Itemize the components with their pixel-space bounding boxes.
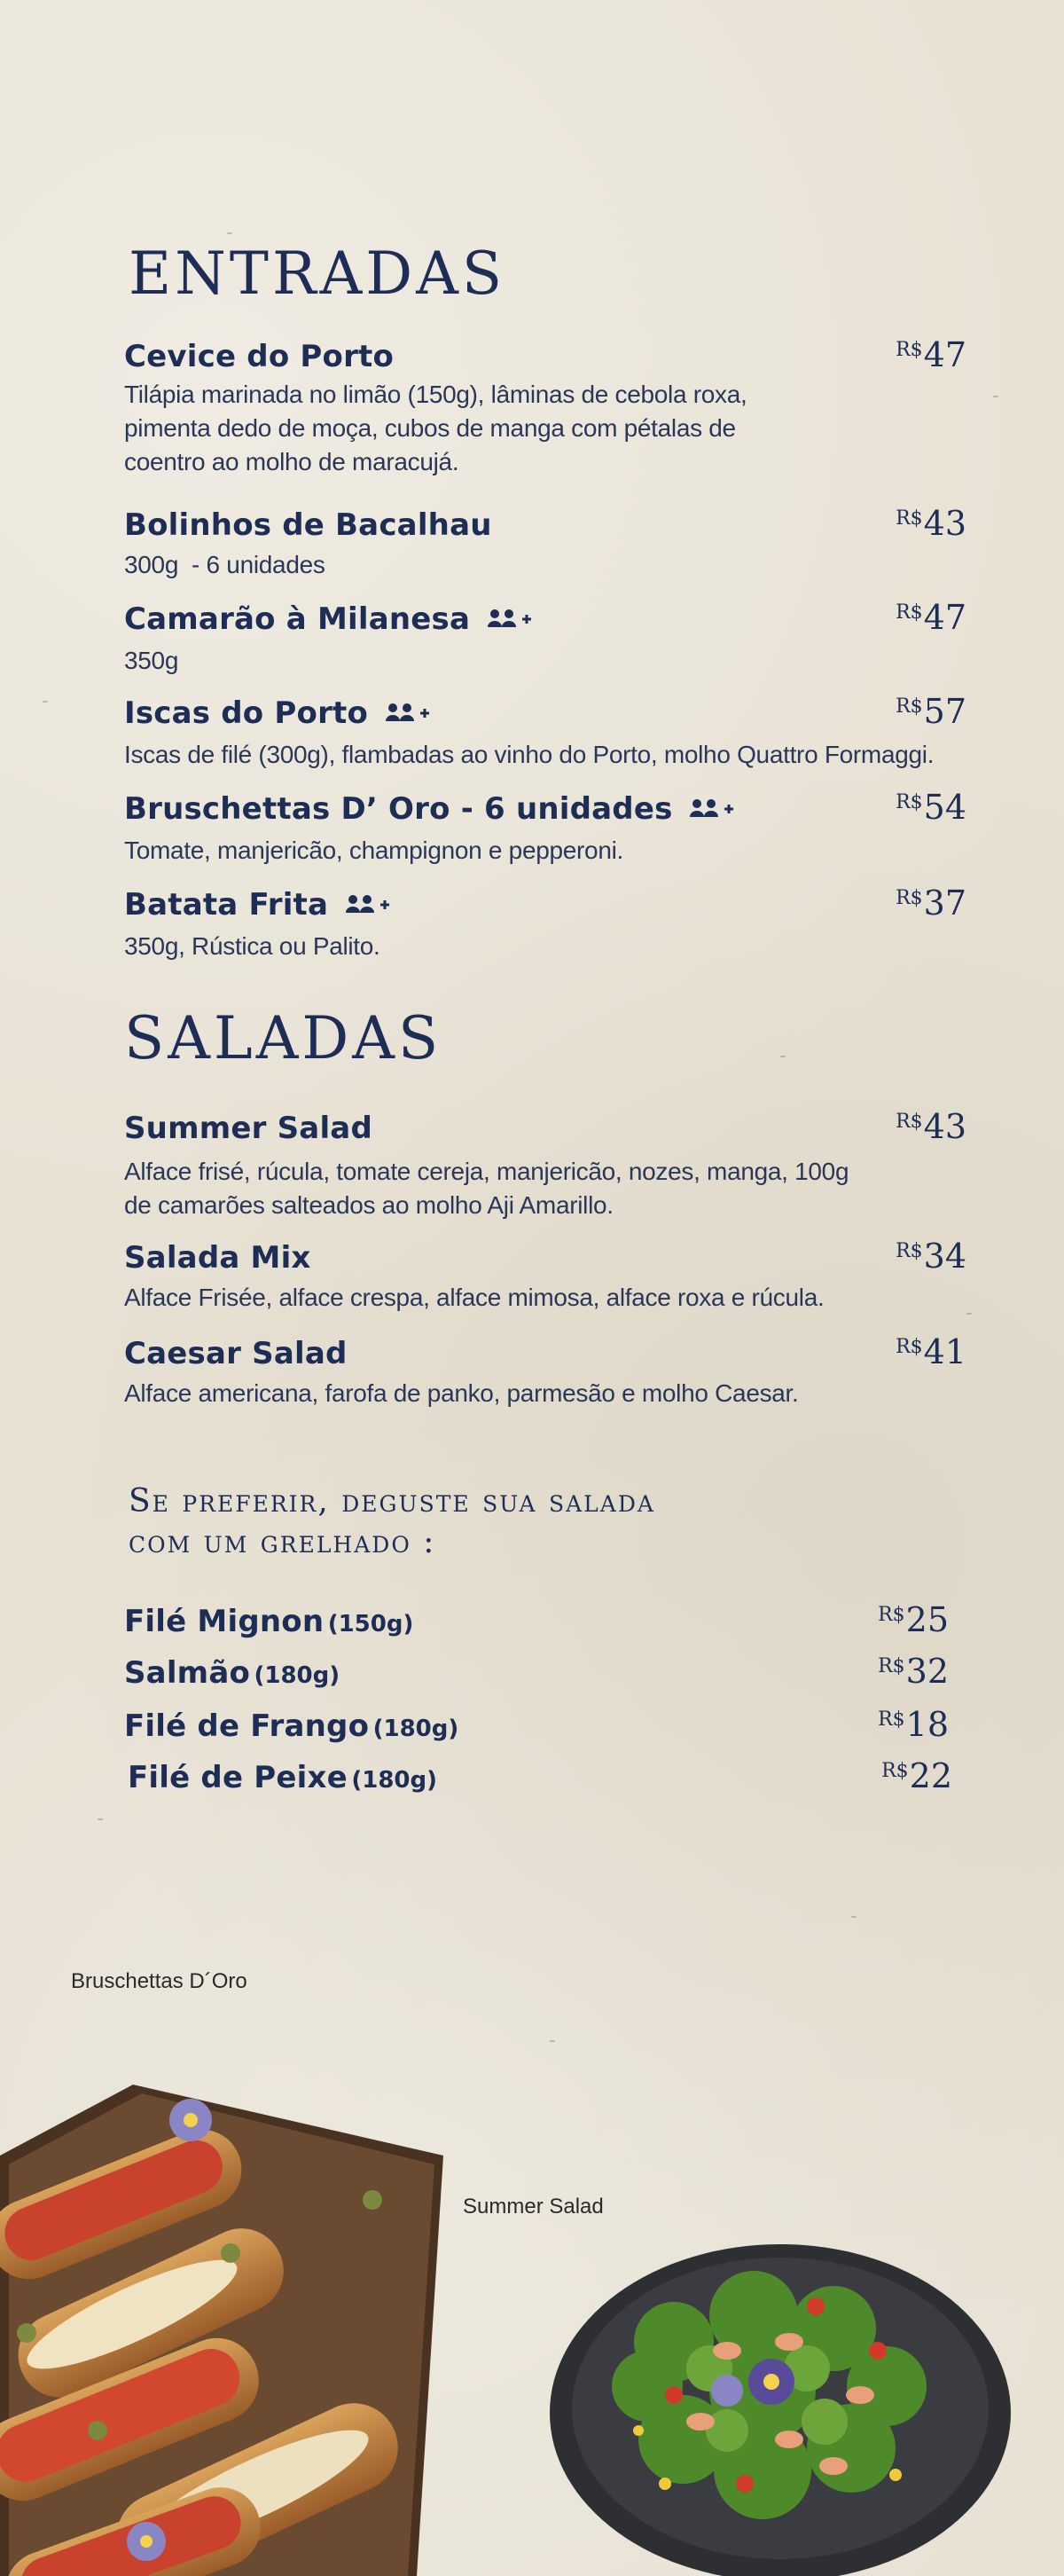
item-weight: (180g) <box>372 1716 459 1742</box>
item-weight: (180g) <box>351 1767 437 1794</box>
item-price: $^{R\$}$47 <box>896 598 966 637</box>
grill-item <box>124 1600 949 1639</box>
item-description: 350g, Rústica ou Palito. <box>124 932 380 961</box>
item-price: $^{R\$}$25 <box>878 1600 949 1639</box>
item-name: Salada Mix <box>124 1240 311 1276</box>
people-plus-icon <box>689 797 739 825</box>
section-title-entradas: ENTRADAS <box>129 240 506 308</box>
menu-item <box>124 598 966 678</box>
menu-item <box>124 1107 966 1222</box>
menu-item <box>124 692 966 772</box>
salad-photo-caption: Summer Salad <box>463 2195 604 2219</box>
item-description: 350g <box>124 647 179 675</box>
item-name: Filé de Frango <box>124 1708 370 1744</box>
bruschetta-photo-caption: Bruschettas D´Oro <box>71 1969 247 1993</box>
summer-salad-photo <box>523 2218 1020 2576</box>
item-name: Batata Frita <box>124 887 329 923</box>
item-price: $^{R\$}$47 <box>896 335 966 374</box>
menu-item <box>124 788 966 868</box>
item-name: Cevice do Porto <box>124 339 395 374</box>
item-price: $^{R\$}$18 <box>878 1705 949 1744</box>
people-plus-icon <box>487 608 536 635</box>
item-name: Bruschettas D’ Oro - 6 unidades <box>124 791 673 827</box>
item-price: $^{R\$}$22 <box>881 1756 952 1795</box>
item-weight: (180g) <box>254 1662 340 1689</box>
item-price: $^{R\$}$34 <box>896 1237 966 1276</box>
item-weight: (150g) <box>327 1611 414 1637</box>
item-name: Caesar Salad <box>124 1336 348 1371</box>
menu-item <box>124 1237 966 1315</box>
item-price: $^{R\$}$54 <box>896 788 966 827</box>
item-name: Iscas do Porto <box>124 695 369 731</box>
grill-item <box>124 1652 949 1691</box>
item-price: $^{R\$}$32 <box>878 1652 949 1691</box>
item-price: $^{R\$}$37 <box>896 884 966 923</box>
item-name: Filé Mignon <box>124 1604 325 1639</box>
grill-subtitle <box>129 1481 655 1563</box>
people-plus-icon <box>385 702 434 729</box>
item-price: $^{R\$}$57 <box>896 692 966 731</box>
grill-subtitle-line1: Se preferir, deguste sua salada <box>129 1483 655 1520</box>
menu-item <box>124 504 966 582</box>
people-plus-icon <box>345 893 395 921</box>
menu-item <box>124 1332 966 1410</box>
item-name: Filé de Peixe <box>128 1760 348 1795</box>
item-name: Salmão <box>124 1655 251 1691</box>
grill-subtitle-line2: com um grelhado : <box>129 1524 436 1560</box>
item-description: Iscas de filé (300g), flambadas ao vinho do Porto, molho Quattro Formaggi. <box>124 741 935 769</box>
item-description: Alface Frisée, alface crespa, alface mimosa, alface roxa e rúcula. <box>124 1284 825 1311</box>
bruschetta-photo <box>0 2040 443 2576</box>
item-price: $^{R\$}$43 <box>896 504 966 543</box>
menu-item <box>124 335 966 479</box>
item-description: 300g - 6 unidades <box>124 551 325 578</box>
item-name: Summer Salad <box>124 1111 372 1146</box>
grill-item <box>128 1756 952 1795</box>
item-name: Camarão à Milanesa <box>124 601 471 637</box>
item-price: $^{R\$}$41 <box>896 1332 966 1371</box>
grill-item <box>124 1705 949 1744</box>
menu-item <box>124 884 966 963</box>
item-name: Bolinhos de Bacalhau <box>124 507 492 543</box>
item-price: $^{R\$}$43 <box>896 1107 966 1146</box>
item-description: Tomate, manjericão, champignon e pepperoni. <box>124 836 624 865</box>
section-title-saladas: SALADAS <box>124 1004 442 1072</box>
item-description: Alface americana, farofa de panko, parmesão e molho Caesar. <box>124 1379 799 1407</box>
item-description: Tilápia marinada no limão (150g), lâminas de cebola roxa, pimenta dedo de moça, cubos de manga com pétalas de coentro ao molho de maracujá. <box>124 381 747 475</box>
item-description: Alface frisé, rúcula, tomate cereja, manjericão, nozes, manga, 100g de camarões salteados ao molho Aji Amarillo. <box>124 1158 849 1219</box>
